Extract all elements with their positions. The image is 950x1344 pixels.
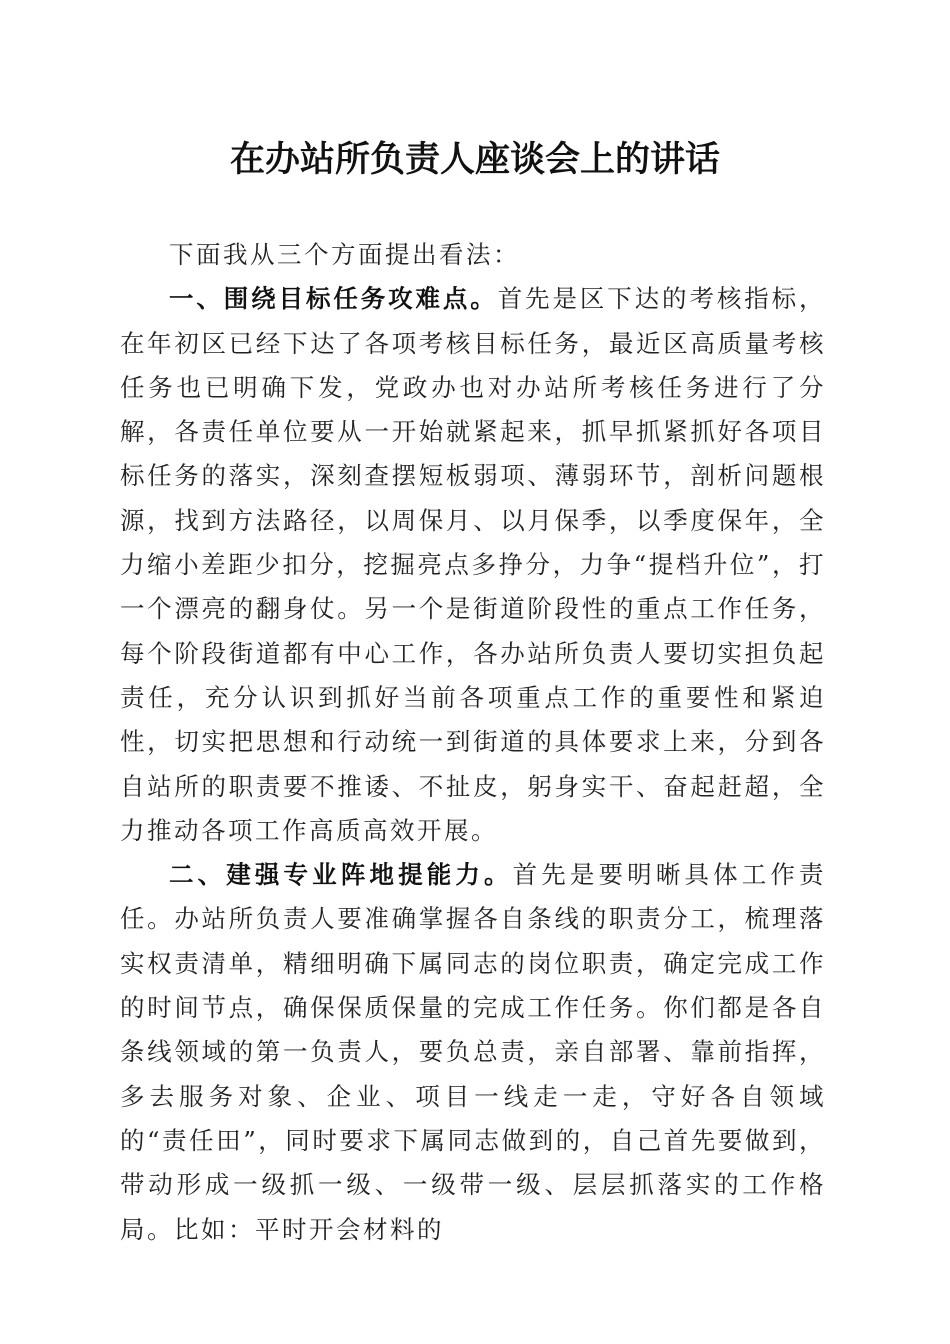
section-1-paragraph [120, 277, 826, 853]
document-body [120, 233, 826, 1252]
section-1-text: 首先是区下达的考核指标，在年初区已经下达了各项考核目标任务，最近区高质量考核任务也已明确下发，党政办也对办站所考核任务进行了分解，各责任单位要从一开始就紧起来，抓早抓紧抓好各项目标任务的落实，深刻查摆短板弱项、薄弱环节，剖析问题根源，找到方法路径，以周保月、以月保季，以季度保年，全力缩小差距少扣分，挖掘亮点多挣分，力争“提档升位”，打一个漂亮的翻身仗。另一个是街道阶段性的重点工作任务，每个阶段街道都有中心工作，各办站所负责人要切实担负起责任，充分认识到抓好当前各项重点工作的重要性和紧迫性，切实把思想和行动统一到街道的具体要求上来，分到各自站所的职责要不推诿、不扯皮，躬身实干、奋起赶超，全力推动各项工作高质高效开展。 [120, 284, 827, 845]
section-1-heading: 一、围绕目标任务攻难点。 [169, 284, 498, 314]
section-2-heading: 二、建强专业阵地提能力。 [169, 860, 513, 890]
document-title: 在办站所负责人座谈会上的讲话 [229, 139, 720, 180]
section-2-paragraph [120, 853, 826, 1252]
section-2-text: 首先是要明晰具体工作责任。办站所负责人要准确掌握各自条线的职责分工，梳理落实权责清单，精细明确下属同志的岗位职责，确定完成工作的时间节点，确保保质保量的完成工作任务。你们都是各自条线领域的第一负责人，要负总责，亲自部署、靠前指挥，多去服务对象、企业、项目一线走一走，守好各自领域的“责任田”，同时要求下属同志做到的，自己首先要做到，带动形成一级抓一级、一级带一级、层层抓落实的工作格局。比如：平时开会材料的 [120, 860, 827, 1244]
intro-paragraph: 下面我从三个方面提出看法： [169, 240, 520, 269]
